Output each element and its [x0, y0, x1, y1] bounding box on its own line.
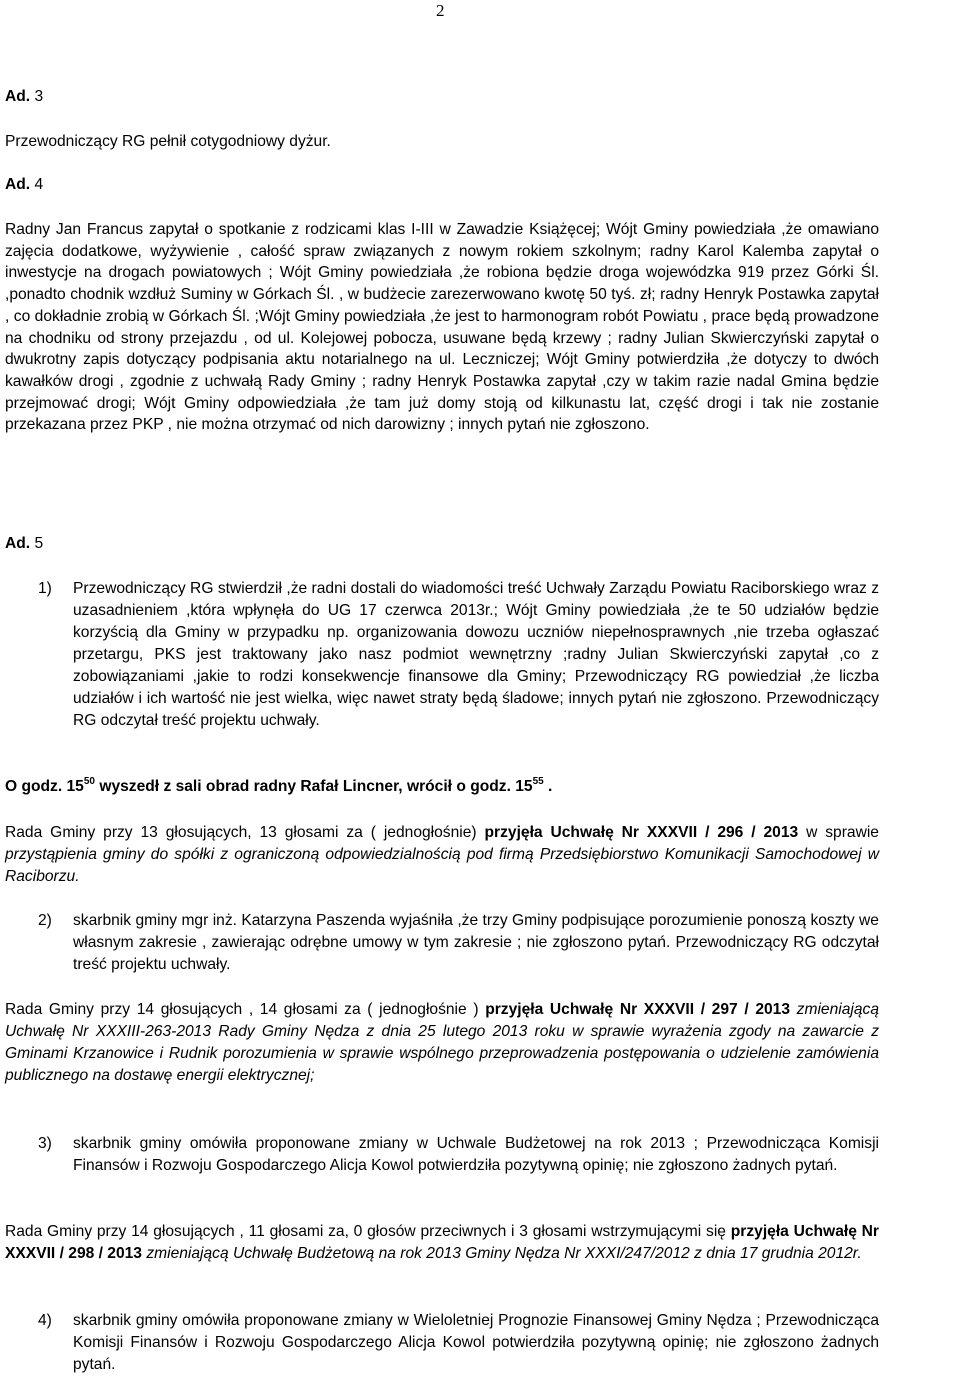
heading-number: 4 [34, 176, 44, 193]
heading-prefix: Ad. [5, 535, 31, 552]
vote-text: Rada Gminy przy 14 głosujących , 14 głosami za ( jednogłośnie ) [5, 1001, 486, 1018]
departure-minutes-1: 50 [83, 776, 95, 787]
departure-text-middle: wyszedł z sali obrad radny Rafał Lincner, wrócił o godz. 15 [94, 778, 533, 795]
list-item-4 [5, 1310, 879, 1376]
ad4-paragraph: Radny Jan Francus zapytał o spotkanie z rodzicami klas I-III w Zawadzie Książęcej; Wójt Gminy powiedziała ,że omawiano zajęcia dodatkowe, wyżywienie , całość spraw związanych z nowym rokiem szkolnym; radny Karol Kalemba zapytał o inwestycje na drogach powiatowych ; Wójt Gminy powiedziała ,że robiona będzie droga wojewódzka 919 przez Górki Śl. ,ponadto chodnik wzdłuż Suminy w Górkach Śl. , w budżecie zarezerwowano kwotę 50 tyś. zł; radny Henryk Postawka zapytał , co dokładnie zrobią w Górkach Śl. ;Wójt Gminy powiedziała ,że jest to harmonogram robót Powiatu , prace będą prowadzone na chodniku od strony przejazdu , od ul. Kolejowej pobocza, usuwane będą krzewy ; radny Julian Skwierczyński zapytał o dwukrotny zapis dotyczący podpisania aktu notarialnego na ul. Leczniczej; Wójt Gminy potwierdziła ,że dotyczy to dwóch kawałków drogi , zgodnie z uchwałą Rady Gminy ; radny Henryk Postawka zapytał ,czy w takim razie nadal Gmina będzie przejmować drogi; Wójt Gminy odpowiedziała ,że tam już domy stoją od kilkunastu lat, część drogi i tak nie zostanie przekazana przez PKP , nie można otrzymać od nich darowizny ; innych pytań nie zgłoszono. [5, 221, 879, 434]
heading-prefix: Ad. [5, 176, 31, 193]
resolution-vote-3 [5, 1221, 879, 1265]
heading-number: 3 [34, 88, 44, 105]
section-heading-ad4 [5, 176, 43, 194]
departure-text-end: . [543, 778, 553, 795]
resolution-vote-1 [5, 822, 879, 888]
list-item-text: skarbnik gminy omówiła proponowane zmiany w Uchwale Budżetowej na rok 2013 ; Przewodnicząca Komisji Finansów i Rozwoju Gospodarczego Alicja Kowol potwierdziła pozytywną opinię; nie zgłoszono żadnych pytań. [73, 1135, 879, 1174]
list-item-text: Przewodniczący RG stwierdził ,że radni dostali do wiadomości treść Uchwały Zarządu Powiatu Raciborskiego wraz z uzasadnieniem ,która wpłynęła do UG 17 czerwca 2013r.; Wójt Gminy powiedziała ,że te 50 udziałów będzie korzyścią dla Gminy w przypadku np. organizowania dowozu uczniów niepełnosprawnych ,nie trzeba ogłaszać przetargu, PKS jest traktowany jako nasz podmiot wewnętrzny ;radny Julian Skwierczyński zapytał ,co z zobowiązaniami ,jakie to rodzi konsekwencje finansowe dla Gminy; Przewodniczący RG powiedział ,że liczba udziałów i ich wartość nie jest wielka, więc nawet straty będą śladowe; innych pytań nie zgłoszono. Przewodniczący RG odczytał treść projektu uchwały. [73, 580, 879, 729]
vote-text: Rada Gminy przy 13 głosujących, 13 głosami za ( jednogłośnie) [5, 824, 485, 841]
departure-text-start: O godz. 15 [5, 778, 84, 795]
list-item-1 [5, 578, 879, 732]
resolution-subject: zmieniającą Uchwałę Budżetową na rok 2013 Gminy Nędza Nr XXXI/247/2012 z dnia 17 grudnia 2012r. [141, 1245, 862, 1262]
list-marker: 2) [38, 912, 52, 929]
vote-text: w sprawie [798, 824, 879, 841]
list-marker: 3) [38, 1135, 52, 1152]
list-item-text: skarbnik gminy mgr inż. Katarzyna Paszenda wyjaśniła ,że trzy Gminy podpisujące porozumienie ponoszą koszty we własnym zakresie , zawierając odrębne umowy w tym zakresie ; nie zgłoszono pytań. Przewodniczący RG odczytał treść projektu uchwały. [73, 912, 879, 973]
resolution-vote-2 [5, 999, 879, 1087]
list-marker: 4) [38, 1312, 52, 1329]
resolution-number: przyjęła Uchwałę Nr XXXVII / 298 / 2013 [5, 1223, 879, 1262]
page-number: 2 [436, 1, 445, 20]
section-heading-ad3 [5, 88, 43, 106]
resolution-subject: przystąpienia gminy do spółki z ograniczoną odpowiedzialnością pod firmą Przedsiębiorstwo Komunikacji Samochodowej w Raciborzu. [5, 846, 879, 885]
list-item-3 [5, 1133, 879, 1177]
vote-text: Rada Gminy przy 14 głosujących , 11 głosami za, 0 głosów przeciwnych i 3 głosami wstrzymującymi się [5, 1223, 731, 1240]
list-marker: 1) [38, 580, 52, 597]
ad3-paragraph: Przewodniczący RG pełnił cotygodniowy dyżur. [5, 133, 331, 150]
resolution-subject: zmieniającą Uchwałę Nr XXXIII-263-2013 Rady Gminy Nędza z dnia 25 lutego 2013 roku w sprawie wyrażenia zgody na zawarcie z Gminami Krzanowice i Rudnik porozumienia w sprawie wspólnego przeprowadzenia postępowania o udzielenie zamówienia publicznego na dostawę energii elektrycznej; [5, 1001, 879, 1084]
section-heading-ad5 [5, 535, 43, 553]
heading-prefix: Ad. [5, 88, 31, 105]
resolution-number: przyjęła Uchwałę Nr XXXVII / 296 / 2013 [484, 824, 799, 841]
heading-number: 5 [34, 535, 44, 552]
list-item-2 [5, 910, 879, 976]
departure-minutes-2: 55 [532, 776, 544, 787]
resolution-number: przyjęła Uchwałę Nr XXXVII / 297 / 2013 [485, 1001, 791, 1018]
list-item-text: skarbnik gminy omówiła proponowane zmiany w Wieloletniej Prognozie Finansowej Gminy Nędza ; Przewodnicząca Komisji Finansów i Rozwoju Gospodarczego Alicja Kowol potwierdziła pozytywną opinię; nie zgłoszono żadnych pytań. [73, 1312, 879, 1373]
departure-note [5, 776, 879, 798]
